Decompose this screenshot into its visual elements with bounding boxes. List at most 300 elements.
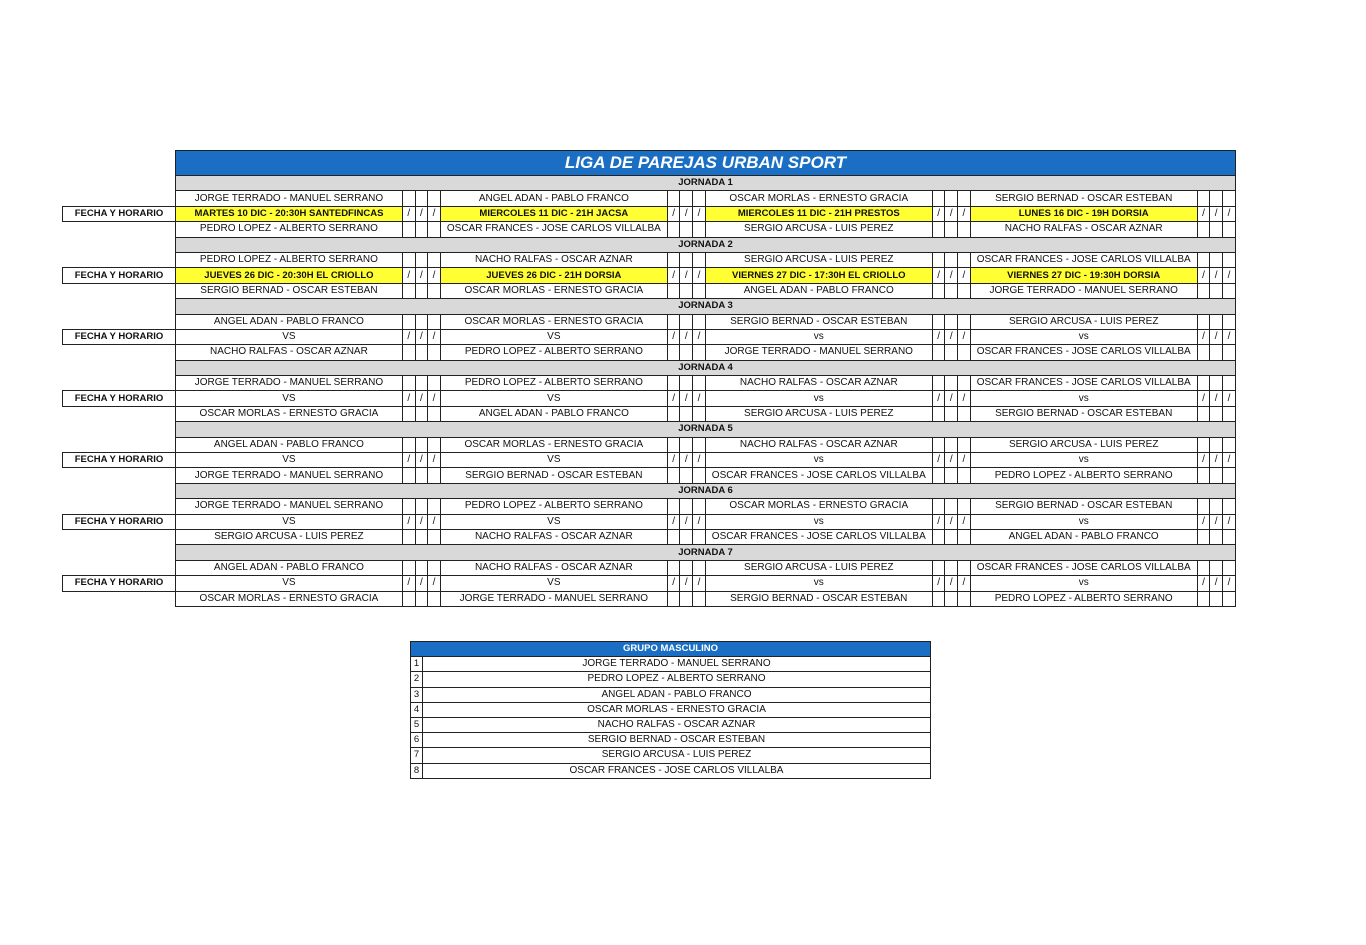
score-cell	[932, 191, 945, 206]
score-cell	[958, 499, 971, 514]
score-cell	[415, 345, 428, 360]
score-cell	[667, 283, 680, 298]
score-cell	[428, 499, 441, 514]
home-team: SERGIO BERNAD - OSCAR ESTEBAN	[970, 191, 1197, 206]
score-cell	[680, 499, 693, 514]
score-cell	[1222, 437, 1235, 452]
blank-cell	[63, 345, 176, 360]
match-row-middle	[63, 268, 1236, 283]
score-cell: /	[932, 576, 945, 591]
score-cell: /	[428, 514, 441, 529]
score-cell	[1197, 468, 1210, 483]
blank-cell	[63, 151, 176, 176]
score-cell: /	[932, 268, 945, 283]
match-info: vs	[970, 391, 1197, 406]
match-info: MIERCOLES 11 DIC - 21H JACSA	[440, 206, 667, 221]
group-team-row	[411, 733, 931, 748]
score-cell: /	[415, 576, 428, 591]
home-team: ANGEL ADAN - PABLO FRANCO	[175, 437, 402, 452]
score-cell: /	[428, 391, 441, 406]
score-cell	[428, 345, 441, 360]
score-cell	[415, 468, 428, 483]
score-cell: /	[415, 206, 428, 221]
score-cell: /	[415, 268, 428, 283]
match-row-middle	[63, 514, 1236, 529]
team-number: 7	[411, 748, 423, 763]
score-cell	[1210, 591, 1223, 606]
blank-cell	[63, 314, 176, 329]
schedule-label: FECHA Y HORARIO	[63, 329, 176, 344]
home-team: OSCAR MORLAS - ERNESTO GRACIA	[705, 191, 932, 206]
score-cell: /	[402, 206, 415, 221]
away-team: ANGEL ADAN - PABLO FRANCO	[440, 406, 667, 421]
score-cell	[402, 499, 415, 514]
team-number: 3	[411, 687, 423, 702]
score-cell	[932, 591, 945, 606]
score-cell	[945, 191, 958, 206]
home-team: NACHO RALFAS - OSCAR AZNAR	[705, 376, 932, 391]
score-cell	[680, 314, 693, 329]
group-table	[410, 641, 931, 779]
score-cell	[958, 191, 971, 206]
score-cell	[1210, 406, 1223, 421]
round-header-row	[63, 545, 1236, 560]
score-cell	[667, 345, 680, 360]
team-number: 4	[411, 702, 423, 717]
blank-cell	[63, 560, 176, 575]
score-cell	[428, 314, 441, 329]
score-cell	[693, 529, 706, 544]
score-cell: /	[945, 514, 958, 529]
score-cell	[415, 314, 428, 329]
score-cell: /	[693, 514, 706, 529]
match-info: VS	[440, 391, 667, 406]
score-cell: /	[1222, 453, 1235, 468]
match-row-middle	[63, 206, 1236, 221]
match-info: VS	[175, 514, 402, 529]
score-cell	[1197, 191, 1210, 206]
score-cell: /	[428, 329, 441, 344]
away-team: JORGE TERRADO - MANUEL SERRANO	[175, 468, 402, 483]
team-name: ANGEL ADAN - PABLO FRANCO	[423, 687, 931, 702]
schedule-label: FECHA Y HORARIO	[63, 268, 176, 283]
home-team: NACHO RALFAS - OSCAR AZNAR	[440, 560, 667, 575]
score-cell: /	[428, 453, 441, 468]
score-cell: /	[680, 329, 693, 344]
away-team: SERGIO BERNAD - OSCAR ESTEBAN	[705, 591, 932, 606]
blank-cell	[63, 283, 176, 298]
match-info: VIERNES 27 DIC - 17:30H EL CRIOLLO	[705, 268, 932, 283]
score-cell: /	[415, 391, 428, 406]
score-cell	[1197, 591, 1210, 606]
score-cell	[428, 283, 441, 298]
score-cell	[1210, 191, 1223, 206]
score-cell	[1222, 529, 1235, 544]
score-cell	[1222, 591, 1235, 606]
score-cell	[958, 376, 971, 391]
team-number: 8	[411, 763, 423, 778]
score-cell: /	[1222, 329, 1235, 344]
score-cell	[1222, 283, 1235, 298]
away-team: JORGE TERRADO - MANUEL SERRANO	[970, 283, 1197, 298]
score-cell	[958, 345, 971, 360]
score-cell	[945, 222, 958, 237]
match-row-home	[63, 376, 1236, 391]
home-team: OSCAR FRANCES - JOSE CARLOS VILLALBA	[970, 376, 1197, 391]
score-cell	[402, 191, 415, 206]
score-cell: /	[680, 391, 693, 406]
score-cell	[945, 252, 958, 267]
score-cell	[415, 252, 428, 267]
score-cell	[693, 437, 706, 452]
match-row-away	[63, 468, 1236, 483]
match-row-away	[63, 406, 1236, 421]
match-row-away	[63, 529, 1236, 544]
group-team-row	[411, 687, 931, 702]
score-cell	[1210, 468, 1223, 483]
score-cell	[958, 252, 971, 267]
group-team-row	[411, 672, 931, 687]
score-cell	[1210, 529, 1223, 544]
away-team: SERGIO ARCUSA - LUIS PEREZ	[705, 222, 932, 237]
away-team: ANGEL ADAN - PABLO FRANCO	[705, 283, 932, 298]
score-cell	[415, 591, 428, 606]
score-cell: /	[1197, 268, 1210, 283]
score-cell	[958, 591, 971, 606]
score-cell	[1222, 560, 1235, 575]
score-cell: /	[1210, 391, 1223, 406]
match-info: vs	[705, 514, 932, 529]
match-row-home	[63, 437, 1236, 452]
score-cell: /	[428, 268, 441, 283]
score-cell: /	[1197, 514, 1210, 529]
home-team: ANGEL ADAN - PABLO FRANCO	[175, 314, 402, 329]
score-cell	[932, 499, 945, 514]
score-cell	[667, 529, 680, 544]
away-team: PEDRO LOPEZ - ALBERTO SERRANO	[175, 222, 402, 237]
match-row-middle	[63, 453, 1236, 468]
team-name: PEDRO LOPEZ - ALBERTO SERRANO	[423, 672, 931, 687]
score-cell: /	[667, 514, 680, 529]
score-cell	[680, 468, 693, 483]
score-cell: /	[958, 576, 971, 591]
group-title: GRUPO MASCULINO	[411, 642, 931, 657]
score-cell: /	[958, 453, 971, 468]
blank-cell	[63, 437, 176, 452]
score-cell: /	[667, 206, 680, 221]
score-cell: /	[667, 453, 680, 468]
away-team: OSCAR MORLAS - ERNESTO GRACIA	[175, 591, 402, 606]
away-team: PEDRO LOPEZ - ALBERTO SERRANO	[440, 345, 667, 360]
match-row-middle	[63, 329, 1236, 344]
score-cell: /	[1210, 329, 1223, 344]
score-cell	[402, 252, 415, 267]
home-team: PEDRO LOPEZ - ALBERTO SERRANO	[440, 376, 667, 391]
score-cell: /	[932, 453, 945, 468]
score-cell	[1222, 222, 1235, 237]
score-cell: /	[945, 268, 958, 283]
team-name: SERGIO BERNAD - OSCAR ESTEBAN	[423, 733, 931, 748]
score-cell: /	[1222, 576, 1235, 591]
score-cell	[680, 529, 693, 544]
score-cell	[667, 252, 680, 267]
score-cell: /	[1222, 391, 1235, 406]
score-cell	[932, 560, 945, 575]
score-cell: /	[945, 391, 958, 406]
score-cell	[667, 314, 680, 329]
score-cell: /	[1222, 514, 1235, 529]
score-cell: /	[958, 268, 971, 283]
home-team: JORGE TERRADO - MANUEL SERRANO	[175, 499, 402, 514]
score-cell	[1210, 437, 1223, 452]
score-cell: /	[932, 329, 945, 344]
match-row-home	[63, 560, 1236, 575]
match-info: JUEVES 26 DIC - 20:30H EL CRIOLLO	[175, 268, 402, 283]
team-name: OSCAR MORLAS - ERNESTO GRACIA	[423, 702, 931, 717]
score-cell	[1222, 406, 1235, 421]
score-cell	[680, 191, 693, 206]
score-cell: /	[693, 576, 706, 591]
score-cell	[945, 345, 958, 360]
score-cell	[680, 222, 693, 237]
score-cell	[958, 468, 971, 483]
match-info: MARTES 10 DIC - 20:30H SANTEDFINCAS	[175, 206, 402, 221]
score-cell: /	[932, 206, 945, 221]
score-cell	[402, 376, 415, 391]
score-cell	[958, 222, 971, 237]
home-team: JORGE TERRADO - MANUEL SERRANO	[175, 376, 402, 391]
title-row	[63, 151, 1236, 176]
away-team: NACHO RALFAS - OSCAR AZNAR	[970, 222, 1197, 237]
score-cell	[945, 437, 958, 452]
score-cell	[680, 376, 693, 391]
score-cell	[693, 499, 706, 514]
away-team: SERGIO BERNAD - OSCAR ESTEBAN	[970, 406, 1197, 421]
score-cell	[693, 345, 706, 360]
score-cell	[680, 283, 693, 298]
score-cell: /	[693, 206, 706, 221]
match-info: vs	[970, 453, 1197, 468]
match-row-away	[63, 591, 1236, 606]
round-title: JORNADA 7	[175, 545, 1235, 560]
score-cell	[415, 191, 428, 206]
blank-cell	[63, 299, 176, 314]
score-cell	[415, 222, 428, 237]
score-cell	[693, 376, 706, 391]
score-cell	[428, 376, 441, 391]
match-info: vs	[970, 514, 1197, 529]
score-cell	[958, 437, 971, 452]
score-cell	[693, 222, 706, 237]
score-cell	[945, 283, 958, 298]
score-cell	[428, 468, 441, 483]
score-cell	[1210, 345, 1223, 360]
match-row-middle	[63, 576, 1236, 591]
away-team: OSCAR MORLAS - ERNESTO GRACIA	[440, 283, 667, 298]
score-cell	[1197, 252, 1210, 267]
score-cell: /	[402, 514, 415, 529]
match-info: VS	[175, 329, 402, 344]
schedule-label: FECHA Y HORARIO	[63, 514, 176, 529]
score-cell: /	[667, 329, 680, 344]
home-team: SERGIO ARCUSA - LUIS PEREZ	[705, 252, 932, 267]
score-cell	[415, 499, 428, 514]
score-cell	[945, 529, 958, 544]
score-cell	[945, 314, 958, 329]
score-cell: /	[958, 329, 971, 344]
match-info: LUNES 16 DIC - 19H DORSIA	[970, 206, 1197, 221]
score-cell: /	[667, 268, 680, 283]
score-cell: /	[680, 514, 693, 529]
team-number: 1	[411, 657, 423, 672]
score-cell: /	[680, 268, 693, 283]
home-team: SERGIO BERNAD - OSCAR ESTEBAN	[705, 314, 932, 329]
group-team-row	[411, 748, 931, 763]
match-info: vs	[705, 391, 932, 406]
score-cell: /	[1197, 391, 1210, 406]
schedule-label: FECHA Y HORARIO	[63, 453, 176, 468]
group-team-row	[411, 657, 931, 672]
score-cell: /	[945, 576, 958, 591]
score-cell	[667, 468, 680, 483]
score-cell	[402, 560, 415, 575]
away-team: NACHO RALFAS - OSCAR AZNAR	[440, 529, 667, 544]
score-cell	[1197, 437, 1210, 452]
match-row-home	[63, 191, 1236, 206]
score-cell	[932, 314, 945, 329]
score-cell	[402, 437, 415, 452]
match-info: VS	[440, 576, 667, 591]
away-team: OSCAR FRANCES - JOSE CARLOS VILLALBA	[970, 345, 1197, 360]
blank-cell	[63, 483, 176, 498]
score-cell: /	[402, 268, 415, 283]
score-cell	[667, 406, 680, 421]
score-cell: /	[428, 576, 441, 591]
score-cell: /	[1197, 329, 1210, 344]
score-cell	[945, 468, 958, 483]
blank-cell	[63, 591, 176, 606]
round-title: JORNADA 6	[175, 483, 1235, 498]
score-cell	[402, 529, 415, 544]
match-row-away	[63, 345, 1236, 360]
home-team: SERGIO ARCUSA - LUIS PEREZ	[705, 560, 932, 575]
score-cell: /	[402, 391, 415, 406]
score-cell	[1197, 283, 1210, 298]
match-info: vs	[705, 576, 932, 591]
score-cell	[402, 468, 415, 483]
score-cell	[958, 560, 971, 575]
score-cell: /	[945, 453, 958, 468]
round-title: JORNADA 1	[175, 176, 1235, 191]
home-team: SERGIO ARCUSA - LUIS PEREZ	[970, 437, 1197, 452]
blank-cell	[63, 545, 176, 560]
match-row-middle	[63, 391, 1236, 406]
score-cell	[428, 560, 441, 575]
team-name: OSCAR FRANCES - JOSE CARLOS VILLALBA	[423, 763, 931, 778]
score-cell	[680, 406, 693, 421]
match-info: VS	[175, 576, 402, 591]
score-cell: /	[1222, 268, 1235, 283]
home-team: OSCAR FRANCES - JOSE CARLOS VILLALBA	[970, 252, 1197, 267]
blank-cell	[63, 222, 176, 237]
score-cell	[945, 499, 958, 514]
score-cell	[932, 376, 945, 391]
score-cell	[958, 283, 971, 298]
score-cell	[1222, 468, 1235, 483]
score-cell	[1197, 560, 1210, 575]
score-cell	[693, 314, 706, 329]
away-team: SERGIO BERNAD - OSCAR ESTEBAN	[440, 468, 667, 483]
score-cell: /	[693, 453, 706, 468]
score-cell	[693, 468, 706, 483]
round-header-row	[63, 299, 1236, 314]
score-cell	[667, 437, 680, 452]
score-cell: /	[1222, 206, 1235, 221]
score-cell	[693, 252, 706, 267]
score-cell	[402, 314, 415, 329]
score-cell	[680, 437, 693, 452]
home-team: NACHO RALFAS - OSCAR AZNAR	[440, 252, 667, 267]
score-cell: /	[667, 391, 680, 406]
score-cell	[932, 529, 945, 544]
blank-cell	[63, 191, 176, 206]
score-cell	[415, 529, 428, 544]
round-header-row	[63, 483, 1236, 498]
score-cell	[693, 591, 706, 606]
score-cell	[1210, 499, 1223, 514]
away-team: JORGE TERRADO - MANUEL SERRANO	[440, 591, 667, 606]
score-cell	[1197, 314, 1210, 329]
score-cell: /	[402, 329, 415, 344]
score-cell	[428, 191, 441, 206]
score-cell	[402, 591, 415, 606]
score-cell	[428, 591, 441, 606]
match-info: vs	[705, 329, 932, 344]
score-cell	[945, 376, 958, 391]
score-cell	[945, 591, 958, 606]
score-cell: /	[932, 514, 945, 529]
score-cell: /	[693, 329, 706, 344]
group-header-row	[411, 642, 931, 657]
score-cell: /	[415, 453, 428, 468]
score-cell: /	[680, 206, 693, 221]
score-cell: /	[693, 391, 706, 406]
away-team: OSCAR FRANCES - JOSE CARLOS VILLALBA	[440, 222, 667, 237]
score-cell	[1222, 345, 1235, 360]
score-cell	[932, 222, 945, 237]
score-cell	[428, 437, 441, 452]
away-team: OSCAR FRANCES - JOSE CARLOS VILLALBA	[705, 468, 932, 483]
schedule-label: FECHA Y HORARIO	[63, 391, 176, 406]
score-cell: /	[680, 576, 693, 591]
schedule-label: FECHA Y HORARIO	[63, 576, 176, 591]
home-team: JORGE TERRADO - MANUEL SERRANO	[175, 191, 402, 206]
score-cell: /	[402, 453, 415, 468]
score-cell	[932, 468, 945, 483]
round-title: JORNADA 3	[175, 299, 1235, 314]
match-info: VIERNES 27 DIC - 19:30H DORSIA	[970, 268, 1197, 283]
match-info: vs	[970, 329, 1197, 344]
score-cell: /	[1197, 453, 1210, 468]
score-cell	[415, 376, 428, 391]
score-cell: /	[428, 206, 441, 221]
score-cell	[415, 283, 428, 298]
round-title: JORNADA 4	[175, 360, 1235, 375]
away-team: ANGEL ADAN - PABLO FRANCO	[970, 529, 1197, 544]
match-row-away	[63, 283, 1236, 298]
score-cell: /	[667, 576, 680, 591]
round-title: JORNADA 5	[175, 422, 1235, 437]
